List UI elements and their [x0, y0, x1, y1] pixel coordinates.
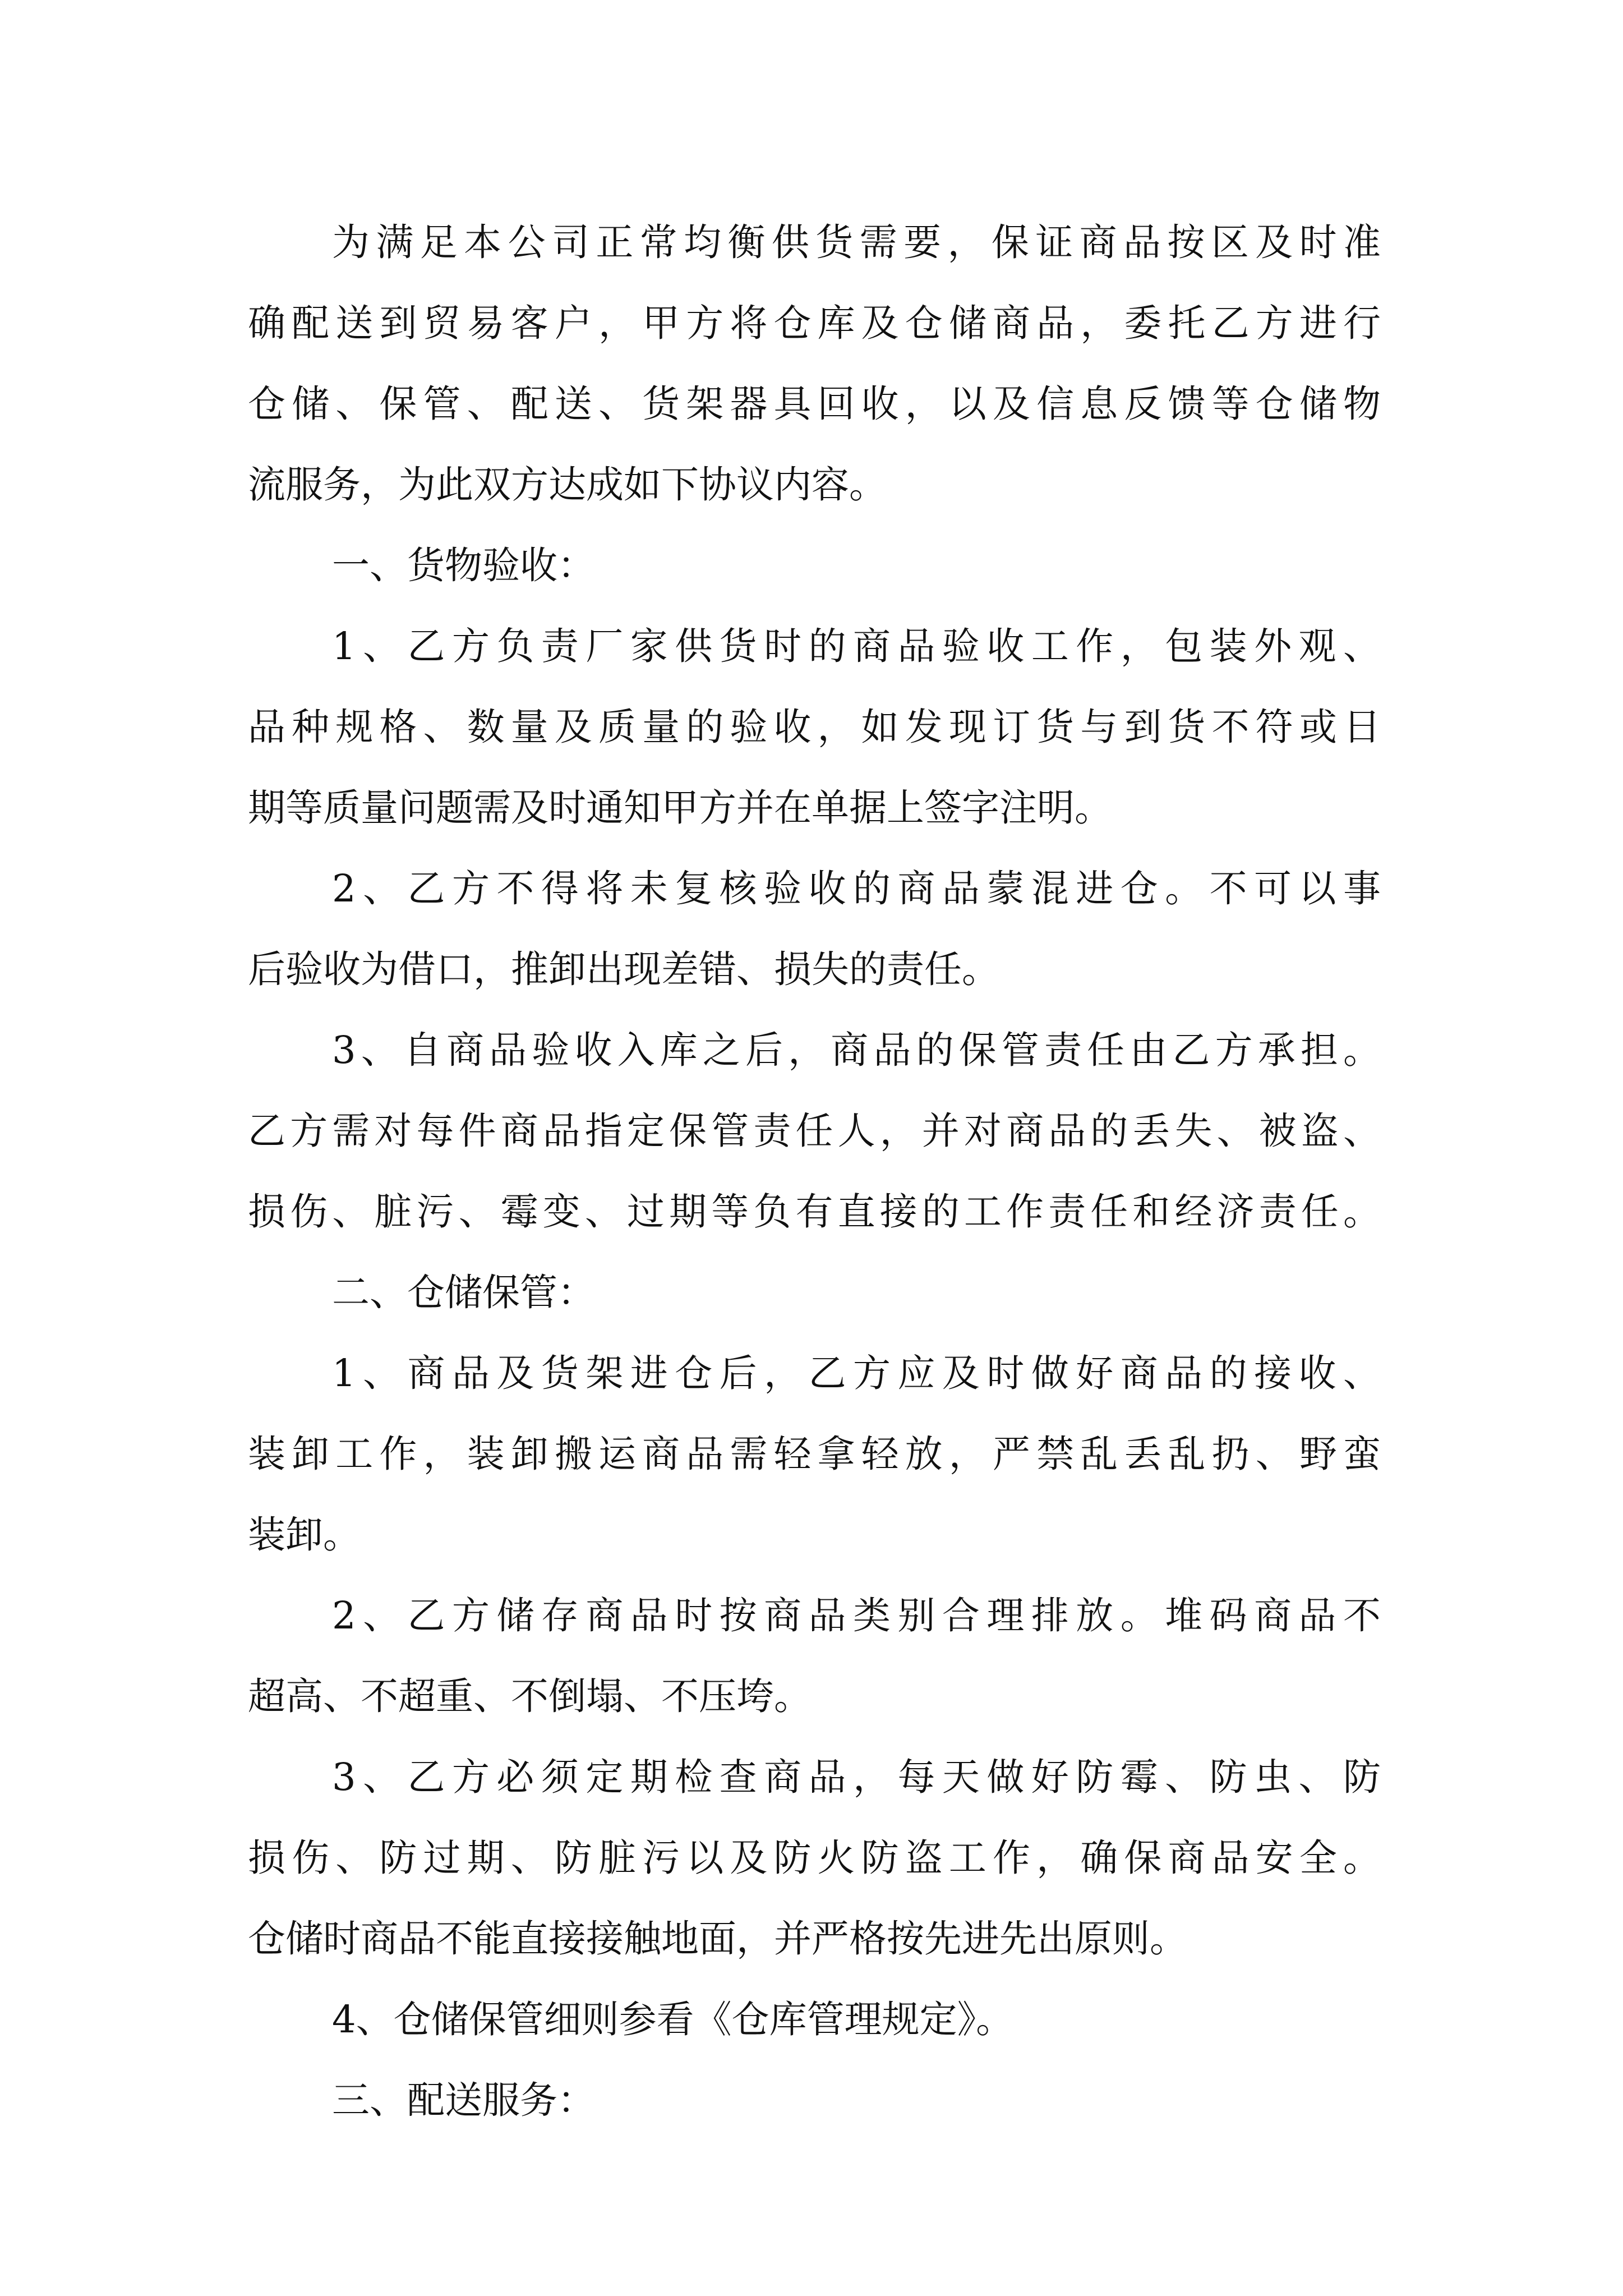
- paragraph-line: 装卸工作，装卸搬运商品需轻拿轻放，严禁乱丢乱扔、野蛮: [248, 1432, 1381, 1476]
- paragraph-line: 2、乙方储存商品时按商品类别合理排放。堆码商品不: [332, 1594, 1381, 1637]
- paragraph-line: 损伤、脏污、霉变、过期等负有直接的工作责任和经济责任。: [248, 1190, 1381, 1234]
- section-heading: 一、货物验收：: [332, 544, 595, 587]
- paragraph-line: 3、乙方必须定期检查商品，每天做好防霉、防虫、防: [332, 1755, 1381, 1799]
- section-heading: 二、仓储保管：: [332, 1271, 595, 1314]
- paragraph-line: 4、仓储保管细则参看《仓库管理规定》。: [332, 1998, 1014, 2041]
- paragraph-line: 品种规格、数量及质量的验收，如发现订货与到货不符或日: [248, 705, 1381, 749]
- paragraph-line: 乙方需对每件商品指定保管责任人，并对商品的丢失、被盗、: [248, 1109, 1381, 1153]
- document-body: [248, 202, 1381, 2141]
- paragraph-line: 仓储、保管、配送、货架器具回收，以及信息反馈等仓储物: [248, 382, 1381, 426]
- paragraph-line: 3、自商品验收入库之后，商品的保管责任由乙方承担。: [332, 1028, 1381, 1072]
- paragraph-line: 超高、不超重、不倒塌、不压垮。: [248, 1674, 811, 1718]
- paragraph-line: 2、乙方不得将未复核验收的商品蒙混进仓。不可以事: [332, 867, 1381, 910]
- paragraph-line: 装卸。: [248, 1513, 361, 1557]
- paragraph-line: 流服务，为此双方达成如下协议内容。: [248, 463, 887, 507]
- section-heading: 三、配送服务：: [332, 2078, 595, 2122]
- paragraph-line: 期等质量问题需及时通知甲方并在单据上签字注明。: [248, 786, 1112, 830]
- paragraph-line: 仓储时商品不能直接接触地面，并严格按先进先出原则。: [248, 1917, 1187, 1961]
- paragraph-line: 为满足本公司正常均衡供货需要，保证商品按区及时准: [332, 220, 1381, 264]
- paragraph-line: 1、乙方负责厂家供货时的商品验收工作，包装外观、: [332, 624, 1381, 668]
- paragraph-line: 损伤、防过期、防脏污以及防火防盗工作，确保商品安全。: [248, 1836, 1381, 1880]
- paragraph-line: 1、商品及货架进仓后，乙方应及时做好商品的接收、: [332, 1351, 1381, 1395]
- paragraph-line: 确配送到贸易客户，甲方将仓库及仓储商品，委托乙方进行: [248, 301, 1381, 345]
- paragraph-line: 后验收为借口，推卸出现差错、损失的责任。: [248, 947, 999, 991]
